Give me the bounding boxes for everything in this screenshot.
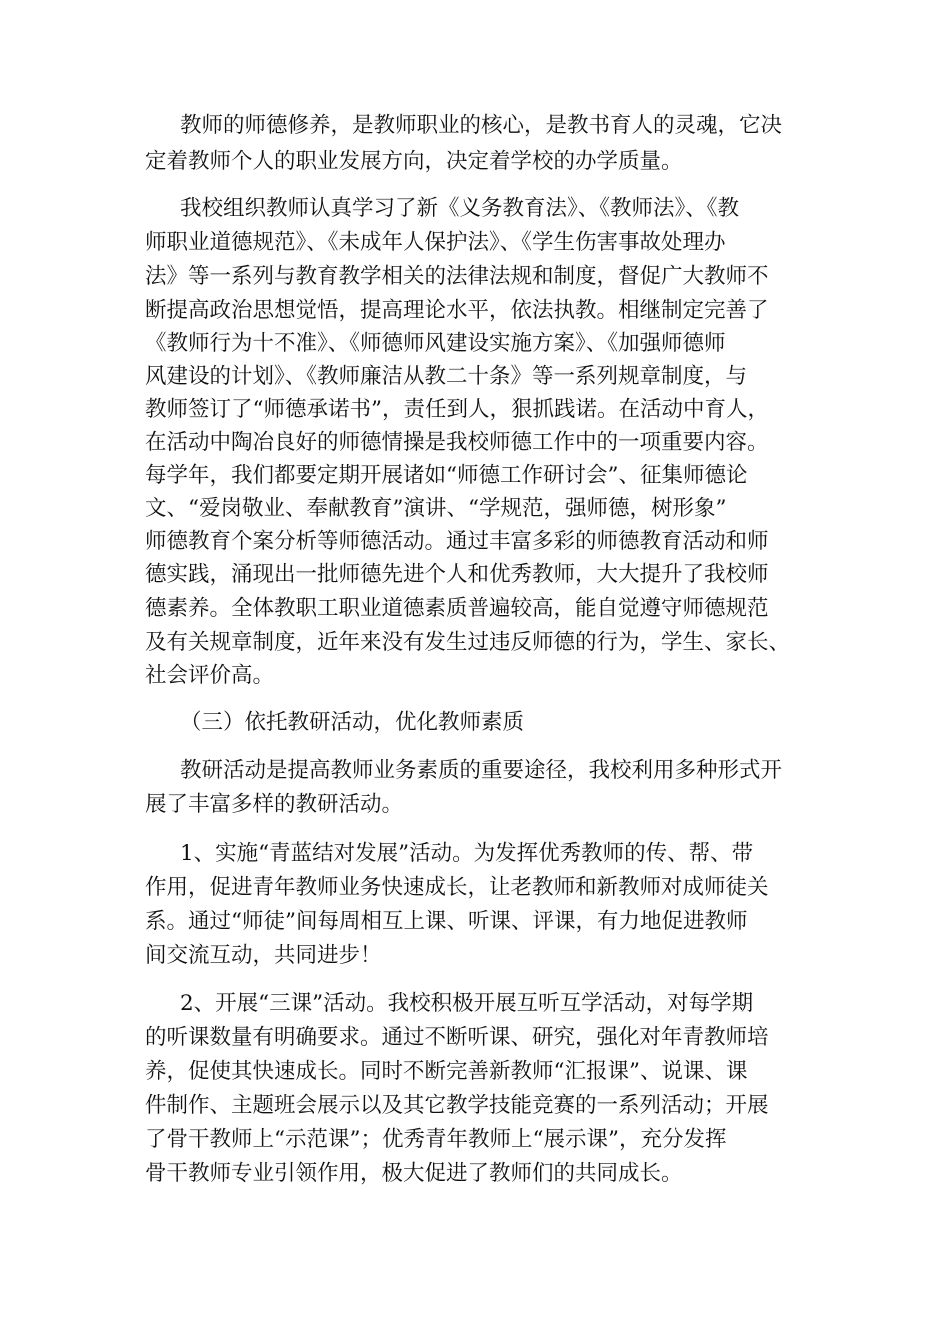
heading-text: （三）依托教研活动，优化教师素质 [180,710,525,735]
text-line: 《教师行为十不准》、《师德师风建设实施方案》、《加强师德师 [145,331,726,356]
text-line: 展了丰富多样的教研活动。 [145,792,404,817]
text-line: 养，促使其快速成长。同时不断完善新教师“汇报课”、说课、课 [145,1059,748,1084]
text-line: 及有关规章制度，近年来没有发生过违反师德的行为，学生、家长、 [145,630,791,655]
text-line: 每学年，我们都要定期开展诸如“师德工作研讨会”、征集师德论 [145,463,748,488]
text-line: 在活动中陶冶良好的师德情操是我校师德工作中的一项重要内容。 [145,430,769,455]
text-line: 的听课数量有明确要求。通过不断听课、研究，强化对年青教师培 [145,1025,769,1050]
text-line: 作用，促进青年教师业务快速成长，让老教师和新教师对成师徒关 [145,875,769,900]
text-line: 断提高政治思想觉悟，提高理论水平，依法执教。相继制定完善了 [145,298,769,323]
text-line: 师职业道德规范》、《未成年人保护法》、《学生伤害事故处理办 [145,230,726,255]
text-line: 德素养。全体教职工职业道德素质普遍较高，能自觉遵守师德规范 [145,596,769,621]
text-line: 系。通过“师徒”间每周相互上课、听课、评课，有力地促进教师 [145,909,748,934]
text-line: 德实践，涌现出一批师德先进个人和优秀教师，大大提升了我校师 [145,562,769,587]
text-line: 间交流互动，共同进步！ [145,943,382,968]
text-line: 件制作、主题班会展示以及其它教学技能竞赛的一系列活动；开展 [145,1093,769,1118]
text-line: 社会评价高。 [145,663,275,688]
text-line: 教师签订了“师德承诺书”，责任到人，狠抓践诺。在活动中育人， [145,397,769,422]
text-line: 了骨干教师上“示范课”；优秀青年教师上“展示课”，充分发挥 [145,1127,727,1152]
text-line: 教师的师德修养，是教师职业的核心，是教书育人的灵魂，它决 [180,113,783,138]
text-line: 师德教育个案分析等师德活动。通过丰富多彩的师德教育活动和师 [145,529,769,554]
text-line: 文、“爱岗敬业、奉献教育”演讲、“学规范，强师德，树形象” [145,496,727,521]
text-line: 骨干教师专业引领作用，极大促进了教师们的共同成长。 [145,1161,683,1186]
text-line: 定着教师个人的职业发展方向，决定着学校的办学质量。 [145,149,683,174]
text-line: 2、开展“三课”活动。我校积极开展互听互学活动，对每学期 [180,991,754,1016]
text-line: 法》等一系列与教育教学相关的法律法规和制度，督促广大教师不 [145,264,769,289]
text-line: 教研活动是提高教师业务素质的重要途径，我校利用多种形式开 [180,758,783,783]
text-line: 我校组织教师认真学习了新《义务教育法》、《教师法》、《教 [180,196,740,221]
text-line: 风建设的计划》、《教师廉洁从教二十条》等一系列规章制度，与 [145,364,748,389]
text-line: 1、实施“青蓝结对发展”活动。为发挥优秀教师的传、帮、带 [180,841,754,866]
